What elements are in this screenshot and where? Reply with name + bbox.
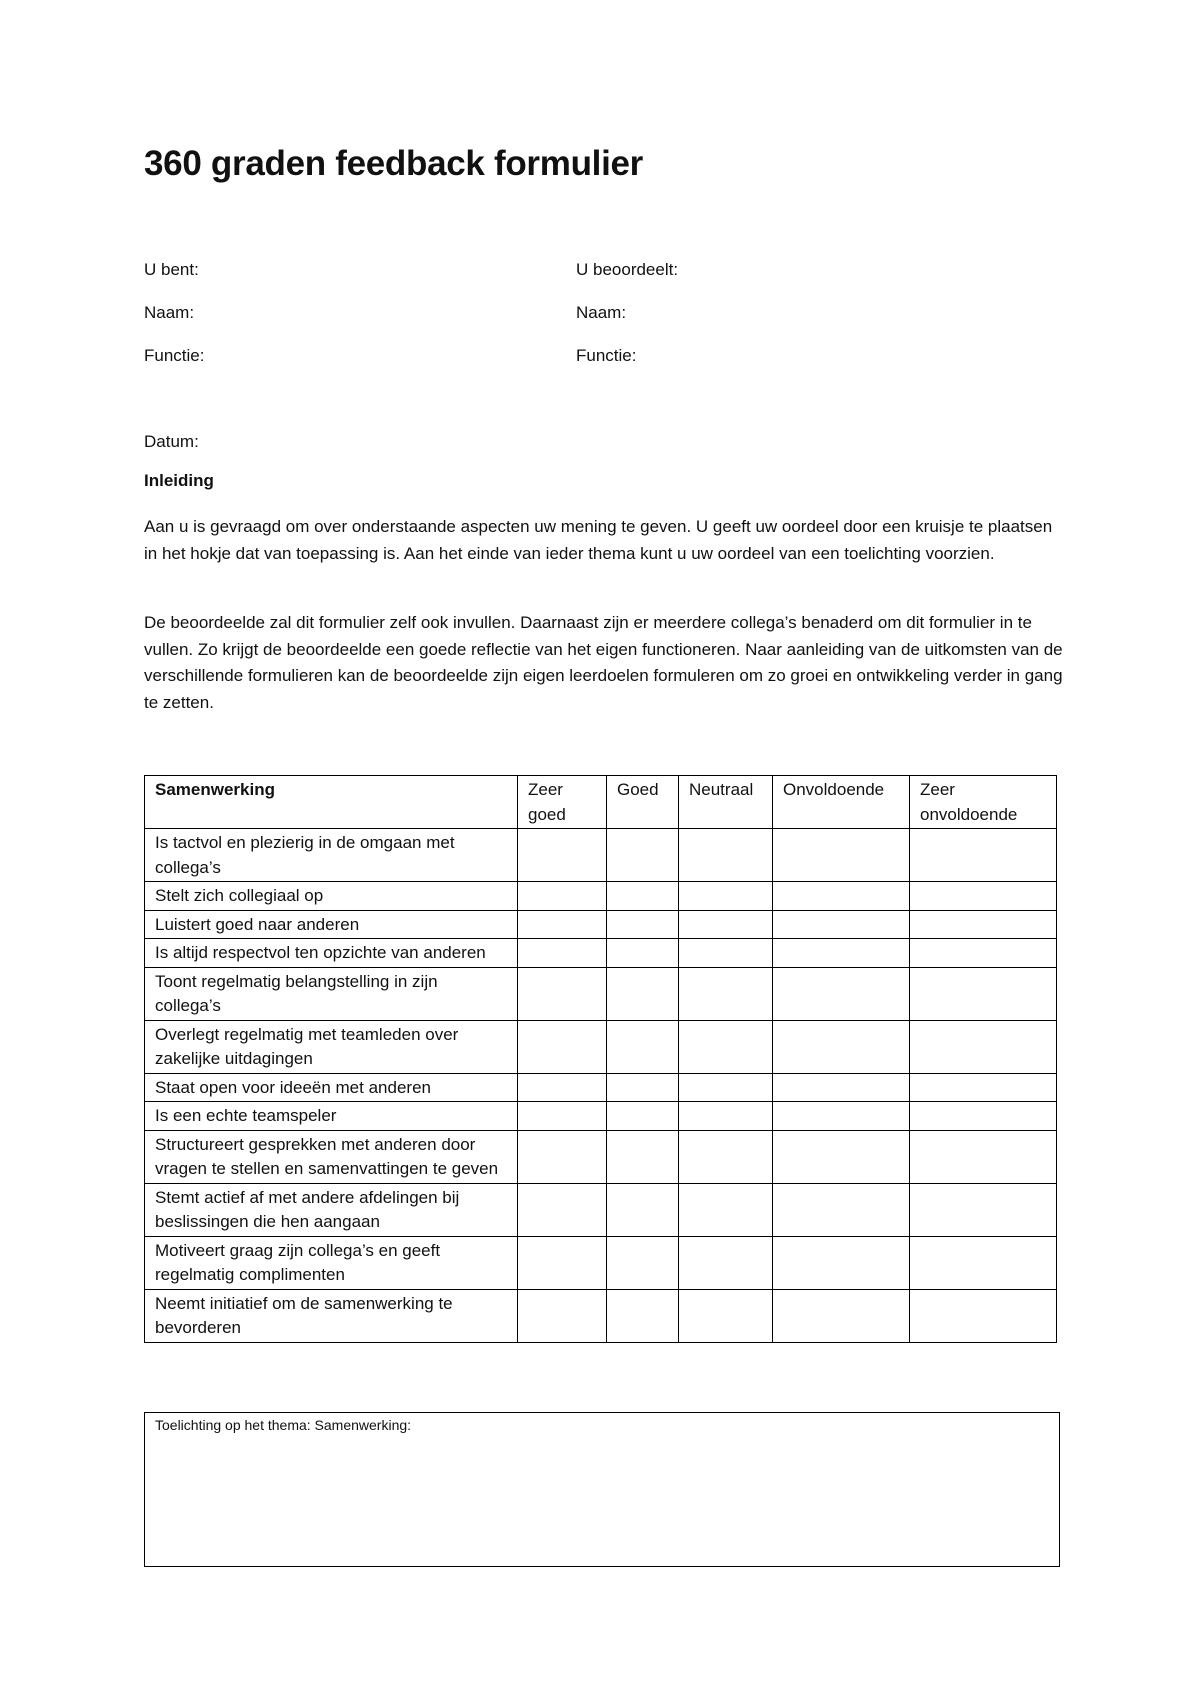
rating-cell[interactable] bbox=[910, 939, 1057, 968]
rating-cell[interactable] bbox=[910, 882, 1057, 911]
rating-cell[interactable] bbox=[910, 1073, 1057, 1102]
table-row bbox=[145, 1236, 1057, 1289]
rating-cell[interactable] bbox=[910, 829, 1057, 882]
function-label-assessed: Functie: bbox=[576, 346, 637, 365]
criterion-label: Motiveert graag zijn collega’s en geeft regelmatig complimenten bbox=[145, 1236, 518, 1289]
comment-box[interactable] bbox=[144, 1412, 1060, 1567]
rating-cell[interactable] bbox=[910, 1236, 1057, 1289]
column-header-zeer-goed: Zeer goed bbox=[518, 776, 607, 829]
criterion-label: Is tactvol en plezierig in de omgaan met collega’s bbox=[145, 829, 518, 882]
column-header-zeer-onvoldoende: Zeer onvoldoende bbox=[910, 776, 1057, 829]
name-label-self: Naam: bbox=[144, 303, 195, 322]
rating-cell[interactable] bbox=[773, 882, 910, 911]
rating-cell[interactable] bbox=[773, 1183, 910, 1236]
rating-cell[interactable] bbox=[679, 1236, 773, 1289]
date-label: Datum: bbox=[144, 432, 199, 451]
rating-cell[interactable] bbox=[607, 1020, 679, 1073]
rating-cell[interactable] bbox=[607, 1102, 679, 1131]
rating-cell[interactable] bbox=[607, 910, 679, 939]
table-row bbox=[145, 910, 1057, 939]
rating-cell[interactable] bbox=[773, 1102, 910, 1131]
table-row bbox=[145, 882, 1057, 911]
rating-cell[interactable] bbox=[607, 967, 679, 1020]
rating-cell[interactable] bbox=[910, 1289, 1057, 1342]
intro-heading: Inleiding bbox=[144, 471, 214, 490]
rating-cell[interactable] bbox=[607, 1289, 679, 1342]
table-row bbox=[145, 1183, 1057, 1236]
rating-cell[interactable] bbox=[679, 1102, 773, 1131]
column-header-onvoldoende: Onvoldoende bbox=[773, 776, 910, 829]
rating-cell[interactable] bbox=[607, 829, 679, 882]
intro-paragraph-1: Aan u is gevraagd om over onderstaande aspecten uw mening te geven. U geeft uw oordeel door een kruisje te plaatsen in het hokje dat van toepassing is. Aan het einde van ieder thema kunt u uw oordeel van een toelichting voorzien. bbox=[144, 517, 1053, 563]
criterion-label: Staat open voor ideeën met anderen bbox=[145, 1073, 518, 1102]
rating-cell[interactable] bbox=[518, 1130, 607, 1183]
criterion-label: Structureert gesprekken met anderen door vragen te stellen en samenvattingen te geven bbox=[145, 1130, 518, 1183]
rating-cell[interactable] bbox=[910, 910, 1057, 939]
column-header-neutraal: Neutraal bbox=[679, 776, 773, 829]
rating-cell[interactable] bbox=[910, 1020, 1057, 1073]
criterion-label: Luistert goed naar anderen bbox=[145, 910, 518, 939]
rating-cell[interactable] bbox=[773, 1236, 910, 1289]
rating-cell[interactable] bbox=[679, 1130, 773, 1183]
rating-cell[interactable] bbox=[607, 1236, 679, 1289]
rating-cell[interactable] bbox=[518, 967, 607, 1020]
table-row bbox=[145, 1073, 1057, 1102]
criterion-label: Toont regelmatig belangstelling in zijn collega’s bbox=[145, 967, 518, 1020]
table-header-row bbox=[145, 776, 1057, 829]
rating-cell[interactable] bbox=[910, 1130, 1057, 1183]
rating-cell[interactable] bbox=[679, 1073, 773, 1102]
intro-paragraph-2: De beoordeelde zal dit formulier zelf ook invullen. Daarnaast zijn er meerdere collega’s benaderd om dit formulier in te vullen. Zo krijgt de beoordeelde een goede reflectie van het eigen functioneren. Naar aanleiding van de uitkomsten van de verschillende formulieren kan de beoordeelde zijn eigen leerdoelen formuleren om zo groei en ontwikkeling verder in gang te zetten. bbox=[144, 613, 1063, 712]
rating-cell[interactable] bbox=[518, 1289, 607, 1342]
page-title: 360 graden feedback formulier bbox=[144, 144, 643, 183]
rating-cell[interactable] bbox=[518, 1236, 607, 1289]
rating-cell[interactable] bbox=[679, 967, 773, 1020]
function-label-self: Functie: bbox=[144, 346, 205, 365]
rating-cell[interactable] bbox=[679, 1020, 773, 1073]
table-row bbox=[145, 1020, 1057, 1073]
rating-cell[interactable] bbox=[607, 1130, 679, 1183]
criterion-label: Overlegt regelmatig met teamleden over zakelijke uitdagingen bbox=[145, 1020, 518, 1073]
column-header-goed: Goed bbox=[607, 776, 679, 829]
rating-cell[interactable] bbox=[607, 882, 679, 911]
role-label-assessed: U beoordeelt: bbox=[576, 260, 679, 279]
role-label-self: U bent: bbox=[144, 260, 199, 279]
table-row bbox=[145, 967, 1057, 1020]
rating-cell[interactable] bbox=[607, 1183, 679, 1236]
rating-cell[interactable] bbox=[518, 939, 607, 968]
rating-cell[interactable] bbox=[518, 829, 607, 882]
rating-cell[interactable] bbox=[773, 1289, 910, 1342]
rating-cell[interactable] bbox=[518, 882, 607, 911]
comment-label: Toelichting op het thema: Samenwerking: bbox=[155, 1417, 412, 1433]
rating-cell[interactable] bbox=[773, 829, 910, 882]
theme-header: Samenwerking bbox=[145, 776, 518, 829]
rating-cell[interactable] bbox=[773, 939, 910, 968]
table-row bbox=[145, 1130, 1057, 1183]
rating-cell[interactable] bbox=[773, 1130, 910, 1183]
table-row bbox=[145, 829, 1057, 882]
rating-cell[interactable] bbox=[773, 967, 910, 1020]
rating-cell[interactable] bbox=[679, 939, 773, 968]
rating-cell[interactable] bbox=[910, 1102, 1057, 1131]
rating-cell[interactable] bbox=[518, 1183, 607, 1236]
rating-cell[interactable] bbox=[518, 1020, 607, 1073]
rating-cell[interactable] bbox=[679, 1289, 773, 1342]
rating-cell[interactable] bbox=[773, 1020, 910, 1073]
rating-cell[interactable] bbox=[679, 910, 773, 939]
rating-cell[interactable] bbox=[679, 1183, 773, 1236]
table-row bbox=[145, 939, 1057, 968]
name-label-assessed: Naam: bbox=[576, 303, 627, 322]
criterion-label: Stelt zich collegiaal op bbox=[145, 882, 518, 911]
rating-cell[interactable] bbox=[910, 1183, 1057, 1236]
table-row bbox=[145, 1289, 1057, 1342]
rating-cell[interactable] bbox=[518, 1073, 607, 1102]
table-row bbox=[145, 1102, 1057, 1131]
rating-cell[interactable] bbox=[773, 910, 910, 939]
rating-cell[interactable] bbox=[607, 1073, 679, 1102]
evaluation-table bbox=[144, 775, 1057, 1343]
rating-cell[interactable] bbox=[607, 939, 679, 968]
rating-cell[interactable] bbox=[679, 882, 773, 911]
criterion-label: Neemt initiatief om de samenwerking te bevorderen bbox=[145, 1289, 518, 1342]
criterion-label: Stemt actief af met andere afdelingen bij beslissingen die hen aangaan bbox=[145, 1183, 518, 1236]
rating-cell[interactable] bbox=[518, 1102, 607, 1131]
criterion-label: Is een echte teamspeler bbox=[145, 1102, 518, 1131]
rating-cell[interactable] bbox=[518, 910, 607, 939]
rating-cell[interactable] bbox=[679, 829, 773, 882]
criterion-label: Is altijd respectvol ten opzichte van anderen bbox=[145, 939, 518, 968]
rating-cell[interactable] bbox=[910, 967, 1057, 1020]
rating-cell[interactable] bbox=[773, 1073, 910, 1102]
